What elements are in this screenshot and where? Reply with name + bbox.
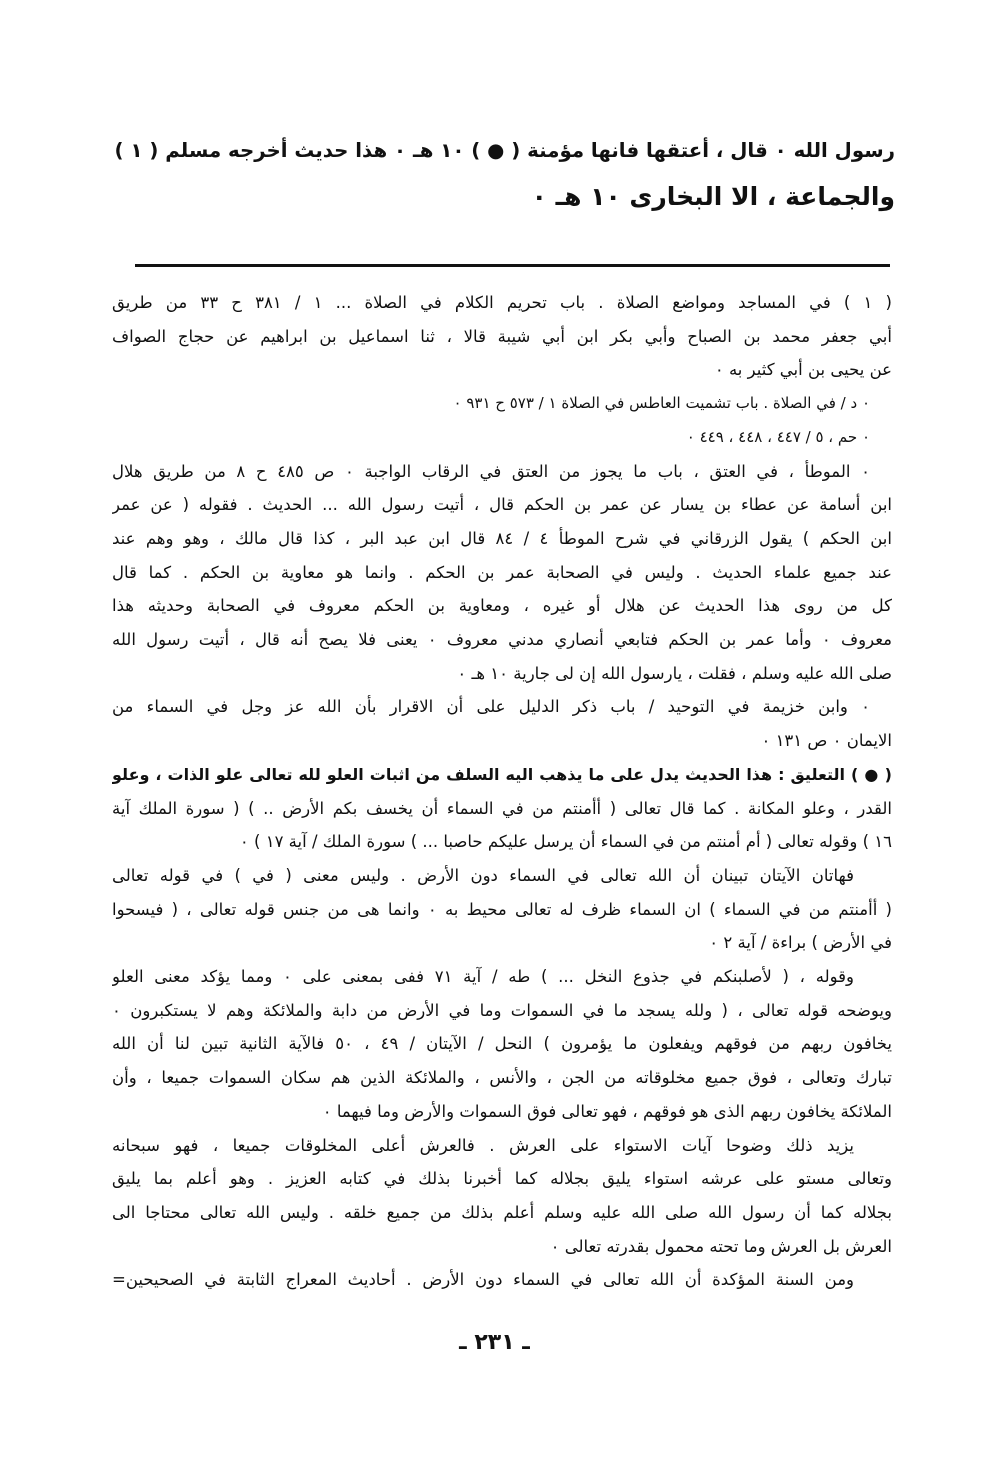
main-text-block <box>110 128 895 220</box>
footnote-line: ٠ د / في الصلاة . باب تشميت العاطس في الصلاة ١ / ٥٧٣ ح ٩٣١ ٠ <box>453 394 870 413</box>
footnote-line: عند جميع علماء الحديث . وليس في الصحابة عمر بن الحكم . وانما هو معاوية بن الحكم . كما قال <box>112 562 892 582</box>
footnote-line: فهاتان الآيتان تبينان أن الله تعالى في السماء دون الأرض . وليس معنى ( في ) في قوله تعالى <box>112 865 854 885</box>
footnote-line: ٠ وابن خزيمة في التوحيد / باب ذكر الدليل على أن الاقرار بأن الله عز وجل في السماء من <box>112 697 870 717</box>
footnote-line: الايمان ٠ ص ١٣١ ٠ <box>761 731 892 751</box>
footnote-line: ٠ حم ، ٥ / ٤٤٧ ، ٤٤٨ ، ٤٤٩ ٠ <box>686 427 870 446</box>
footnote-line: ١٦ ) وقوله تعالى ( أم أمنتم من في السماء أن يرسل عليكم حاصبا ... ) سورة الملك / آية ١٧ ) ٠ <box>239 832 892 852</box>
commentary-heading-line: ( ● ) التعليق : هذا الحديث يدل على ما يذهب اليه السلف من اثبات العلو لله تعالى علو الذات ، وعلو <box>112 764 892 784</box>
footnote-line: صلى الله عليه وسلم ، فقلت ، يارسول الله إن لى جارية ١٠ هـ ٠ <box>457 663 892 683</box>
main-text-line-2: والجماعة ، الا البخارى ١٠ هـ ٠ <box>531 182 895 211</box>
footnote-line: بجلاله كما أن رسول الله صلى الله عليه وسلم أعلم بذلك من جميع خلقه . وليس الله تعالى محتاجا الى <box>112 1202 892 1222</box>
footnote-line: القدر ، وعلو المكانة . كما قال تعالى ( أأمنتم من في السماء أن يخسف بكم الأرض .. ) ( سورة الملك آية <box>112 798 892 818</box>
main-text-line-1: رسول الله ٠ قال ، أعتقها فانها مؤمنة ( ● ) ١٠ هـ ٠ هذا حديث أخرجه مسلم ( ١ ) <box>114 139 895 162</box>
footnote-line: ومن السنة المؤكدة أن الله تعالى في السماء دون الأرض . أحاديث المعراج الثابتة في الصحيحين= <box>112 1270 854 1290</box>
footnote-line: ( ١ ) في المساجد ومواضع الصلاة . باب تحريم الكلام في الصلاة ... ١ / ٣٨١ ح ٣٣ من طريق <box>112 293 892 312</box>
footnote-line: وقوله ، ( لأصلبنكم في جذوع النخل ... ) طه / آية ٧١ ففى بمعنى على ٠ ومما يؤكد معنى العلو <box>112 967 854 987</box>
footnote-line: كل من روى هذا الحديث عن هلال أو غيره ، ومعاوية بن الحكم معروف في الصحابة وحديثه هذا <box>112 596 892 616</box>
page-number: ـ ٢٣١ ـ <box>459 1330 530 1355</box>
footnote-line: ابن الحكم ) يقول الزرقاني في شرح الموطأ ٤ / ٨٤ قال ابن عبد البر ، كذا قال مالك ، وهو وهم عند <box>112 528 892 548</box>
footnote-line: يخافون ربهم من فوقهم ويفعلون ما يؤمرون ) النحل / الآيتان / ٤٩ ، ٥٠ فالآية الثانية تبين لنا أن الله <box>112 1034 892 1054</box>
footnote-line: تبارك وتعالى ، فوق جميع مخلوقاته من الجن ، والأنس ، والملائكة الذين هم سكان السموات جميعا ، وأن <box>112 1068 892 1088</box>
footnote-line: عن يحيى بن أبي كثير به ٠ <box>714 360 892 380</box>
footnote-line: ويوضحه قوله تعالى ، ( ولله يسجد ما في السموات وما في الأرض من دابة والملائكة وهم لا يستكبرون ٠ <box>112 1000 892 1020</box>
footnote-line: وتعالى مستو على عرشه استواء يليق بجلاله كما أخبرنا بذلك في كتابه العزيز . وهو أعلم بما يليق <box>112 1169 892 1189</box>
footnote-line: معروف ٠ وأما عمر بن الحكم فتابعي أنصاري مدني معروف ٠ يعنى فلا يصح أنه قال ، أتيت رسول الله <box>112 630 892 650</box>
footnote-line: ابن أسامة عن عطاء بن يسار عن عمر بن الحكم قال ، أتيت رسول الله ... الحديث . فقوله ( عن عمر <box>112 495 892 515</box>
footnote-line: ( أأمنتم من في السماء ) ان السماء ظرف له تعالى محيط به ٠ وانما هى من جنس قوله تعالى ، ( فيسحوا <box>112 899 892 919</box>
footnote-line: في الأرض ) براءة / آية ٢ ٠ <box>709 933 892 953</box>
footnote-line: العرش بل العرش وما تحته محمول بقدرته تعالى ٠ <box>550 1236 892 1256</box>
footnote-line: ٠ الموطأ ، في العتق ، باب ما يجوز من العتق في الرقاب الواجبة ٠ ص ٤٨٥ ح ٨ من طريق هلال <box>112 461 870 481</box>
footnote-line: يزيد ذلك وضوحا آيات الاستواء على العرش . فالعرش أعلى المخلوقات جميعا ، فهو سبحانه <box>112 1135 854 1155</box>
footnotes-block <box>112 286 892 1297</box>
footnote-separator-rule <box>135 264 890 267</box>
footnote-line: الملائكة يخافون ربهم الذى هو فوقهم ، فهو تعالى فوق السموات والأرض وما فيهما ٠ <box>322 1101 892 1121</box>
footnote-line: أبي جعفر محمد بن الصباح وأبي بكر ابن أبي شيبة قالا ، ثنا اسماعيل بن ابراهيم عن حجاج الصواف <box>112 326 892 346</box>
